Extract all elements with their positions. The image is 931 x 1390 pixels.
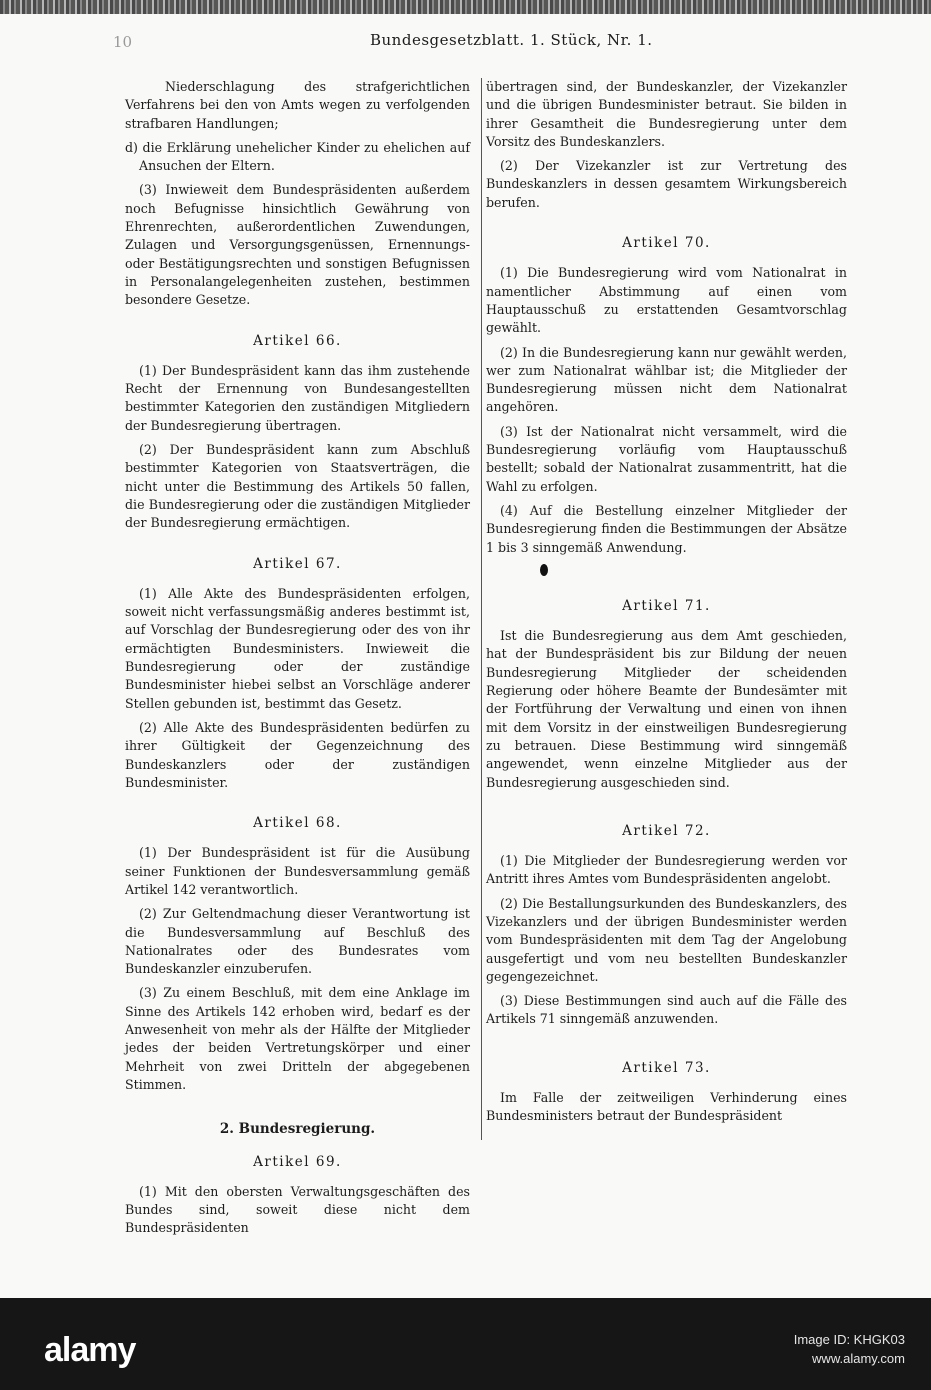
paragraph: (4) Auf die Bestellung einzelner Mitglieder der Bundesregierung finden die Bestimmungen der Absätze 1 bis 3 sinngemäß Anwendung. (486, 502, 847, 555)
article-heading: Artikel 73. (622, 1059, 711, 1076)
scan-edge-noise (0, 0, 931, 14)
paragraph: (2) In die Bundesregierung kann nur gewählt werden, wer zum Nationalrat wählbar ist; die Mitglieder der Bundesregierung müssen nicht dem Nationalrat angehören. (486, 344, 847, 415)
paragraph: (2) Die Bestallungsurkunden des Bundeskanzlers, des Vizekanzlers und der übrigen Bundesminister werden vom Bundespräsidenten mit dem Tag der Angelobung ausgefertigt und vom neu bestellten Bundeskanzler gegengezeichnet. (486, 895, 847, 984)
paragraph: Niederschlagung des strafgerichtlichen Verfahrens bei den von Amts wegen zu verfolgenden strafbaren Handlungen; (125, 79, 470, 131)
brand-logo: alamy (44, 1331, 136, 1369)
paragraph: übertragen sind, der Bundeskanzler, der Vizekanzler und die übrigen Bundesminister betraut. Sie bilden in ihrer Gesamtheit die Bundesregierung unter dem Vorsitz des Bundeskanzlers. (486, 79, 847, 149)
site-url: www.alamy.com (812, 1351, 905, 1366)
column-divider (481, 78, 482, 1140)
image-id: Image ID: KHGK03 (793, 1332, 905, 1347)
paragraph: (1) Der Bundespräsident kann das ihm zustehende Recht der Ernennung von Bundesangestellten bestimmter Kategorien den zuständigen Mitgliedern der Bundesregierung übertragen. (125, 362, 470, 433)
paragraph: (1) Alle Akte des Bundespräsidenten erfolgen, soweit nicht verfassungsmäßig anderes bestimmt ist, auf Vorschlag der Bundesregierung oder des von ihr ermächtigten Bundesministers. Inwieweit die Bundesregierung oder der zuständige Bundesminister hiebei selbst an Vorschläge anderer Stellen gebunden ist, bestimmt das Gesetz. (125, 585, 470, 711)
paragraph: (3) Inwieweit dem Bundespräsidenten außerdem noch Befugnisse hinsichtlich Gewährung von Ehrenrechten, außerordentlichen Zuwendungen, Zulagen und Versorgungsgenüssen, Ernennungs- oder Bestätigungsrechten und sonstigen Befugnissen in Personalangelegenheiten zustehen, bestimmen besondere Gesetze. (125, 182, 470, 308)
paragraph: (1) Die Bundesregierung wird vom Nationalrat in namentlicher Abstimmung auf einen vom Hauptausschuß zu erstattenden Gesamtvorschlag gewählt. (486, 265, 847, 336)
paragraph: Im Falle der zeitweiligen Verhinderung eines Bundesministers betraut der Bundespräsident (486, 1090, 847, 1124)
article-heading: Artikel 70. (622, 235, 711, 252)
paragraph: (2) Der Bundespräsident kann zum Abschluß bestimmter Kategorien von Staatsverträgen, die nicht unter die Bestimmung des Artikels 50 fallen, die Bundesregierung oder die zuständigen Mitglieder der Bundesregierung ermächtigen. (125, 442, 470, 531)
paragraph: (3) Diese Bestimmungen sind auch auf die Fälle des Artikels 71 sinngemäß anzuwenden. (486, 993, 847, 1027)
paragraph: d) die Erklärung unehelicher Kinder zu ehelichen auf Ansuchen der Eltern. (125, 139, 470, 174)
paragraph: (1) Die Mitglieder der Bundesregierung werden vor Antritt ihres Amtes vom Bundespräsidenten angelobt. (486, 853, 847, 887)
article-heading: Artikel 67. (253, 555, 342, 572)
page-number: 10 (113, 33, 133, 51)
paragraph: Ist die Bundesregierung aus dem Amt geschieden, hat der Bundespräsident bis zur Bildung der neuen Bundesregierung Mitglieder der scheidenden Regierung oder höhere Beamte der Bundesämter mit der Fortführung der Verwaltung und einen von ihnen mit dem Vorsitz in der einstweiligen Bundesregierung zu betrauen. Diese Bestimmung wird sinngemäß angewendet, wenn einzelne Mitglieder aus der Bundesregierung ausgeschieden sind. (486, 628, 847, 790)
paragraph: (2) Der Vizekanzler ist zur Vertretung des Bundeskanzlers in dessen gesamtem Wirkungsbereich berufen. (486, 158, 847, 210)
paragraph: (3) Zu einem Beschluß, mit dem eine Anklage im Sinne des Artikels 142 erhoben wird, bedarf es der Anwesenheit von mehr als der Hälfte der Mitglieder jedes der beiden Vertretungskörper und einer Mehrheit von zwei Dritteln der abgegebenen Stimmen. (125, 985, 470, 1092)
paragraph: (2) Zur Geltendmachung dieser Verantwortung ist die Bundesversammlung auf Beschluß des Nationalrates oder des Bundesrates vom Bundeskanzler einzuberufen. (125, 906, 470, 977)
article-heading: Artikel 71. (622, 597, 711, 614)
ink-blot (540, 564, 548, 576)
paragraph: (3) Ist der Nationalrat nicht versammelt, wird die Bundesregierung vorläufig vom Hauptausschuß bestellt; sobald der Nationalrat zusammentritt, hat die Wahl zu erfolgen. (486, 423, 847, 494)
article-heading: Artikel 66. (253, 332, 342, 349)
article-heading: Artikel 68. (253, 815, 342, 832)
paragraph: (1) Der Bundespräsident ist für die Ausübung seiner Funktionen der Bundesversammlung gemäß Artikel 142 verantwortlich. (125, 845, 470, 897)
paragraph: (2) Alle Akte des Bundespräsidenten bedürfen zu ihrer Gültigkeit der Gegenzeichnung des Bundeskanzlers oder der zuständigen Bundesminister. (125, 719, 470, 790)
paragraph: (1) Mit den obersten Verwaltungsgeschäften des Bundes sind, soweit diese nicht dem Bundespräsidenten (125, 1183, 470, 1236)
running-title: Bundesgesetzblatt. 1. Stück, Nr. 1. (370, 31, 653, 49)
left-column (125, 78, 470, 1244)
article-heading: Artikel 72. (622, 822, 711, 839)
watermark-footer (0, 1298, 931, 1390)
section-heading: 2. Bundesregierung. (219, 1121, 376, 1138)
right-column (486, 78, 847, 1132)
footer-meta (794, 1330, 905, 1368)
article-heading: Artikel 69. (253, 1153, 342, 1170)
